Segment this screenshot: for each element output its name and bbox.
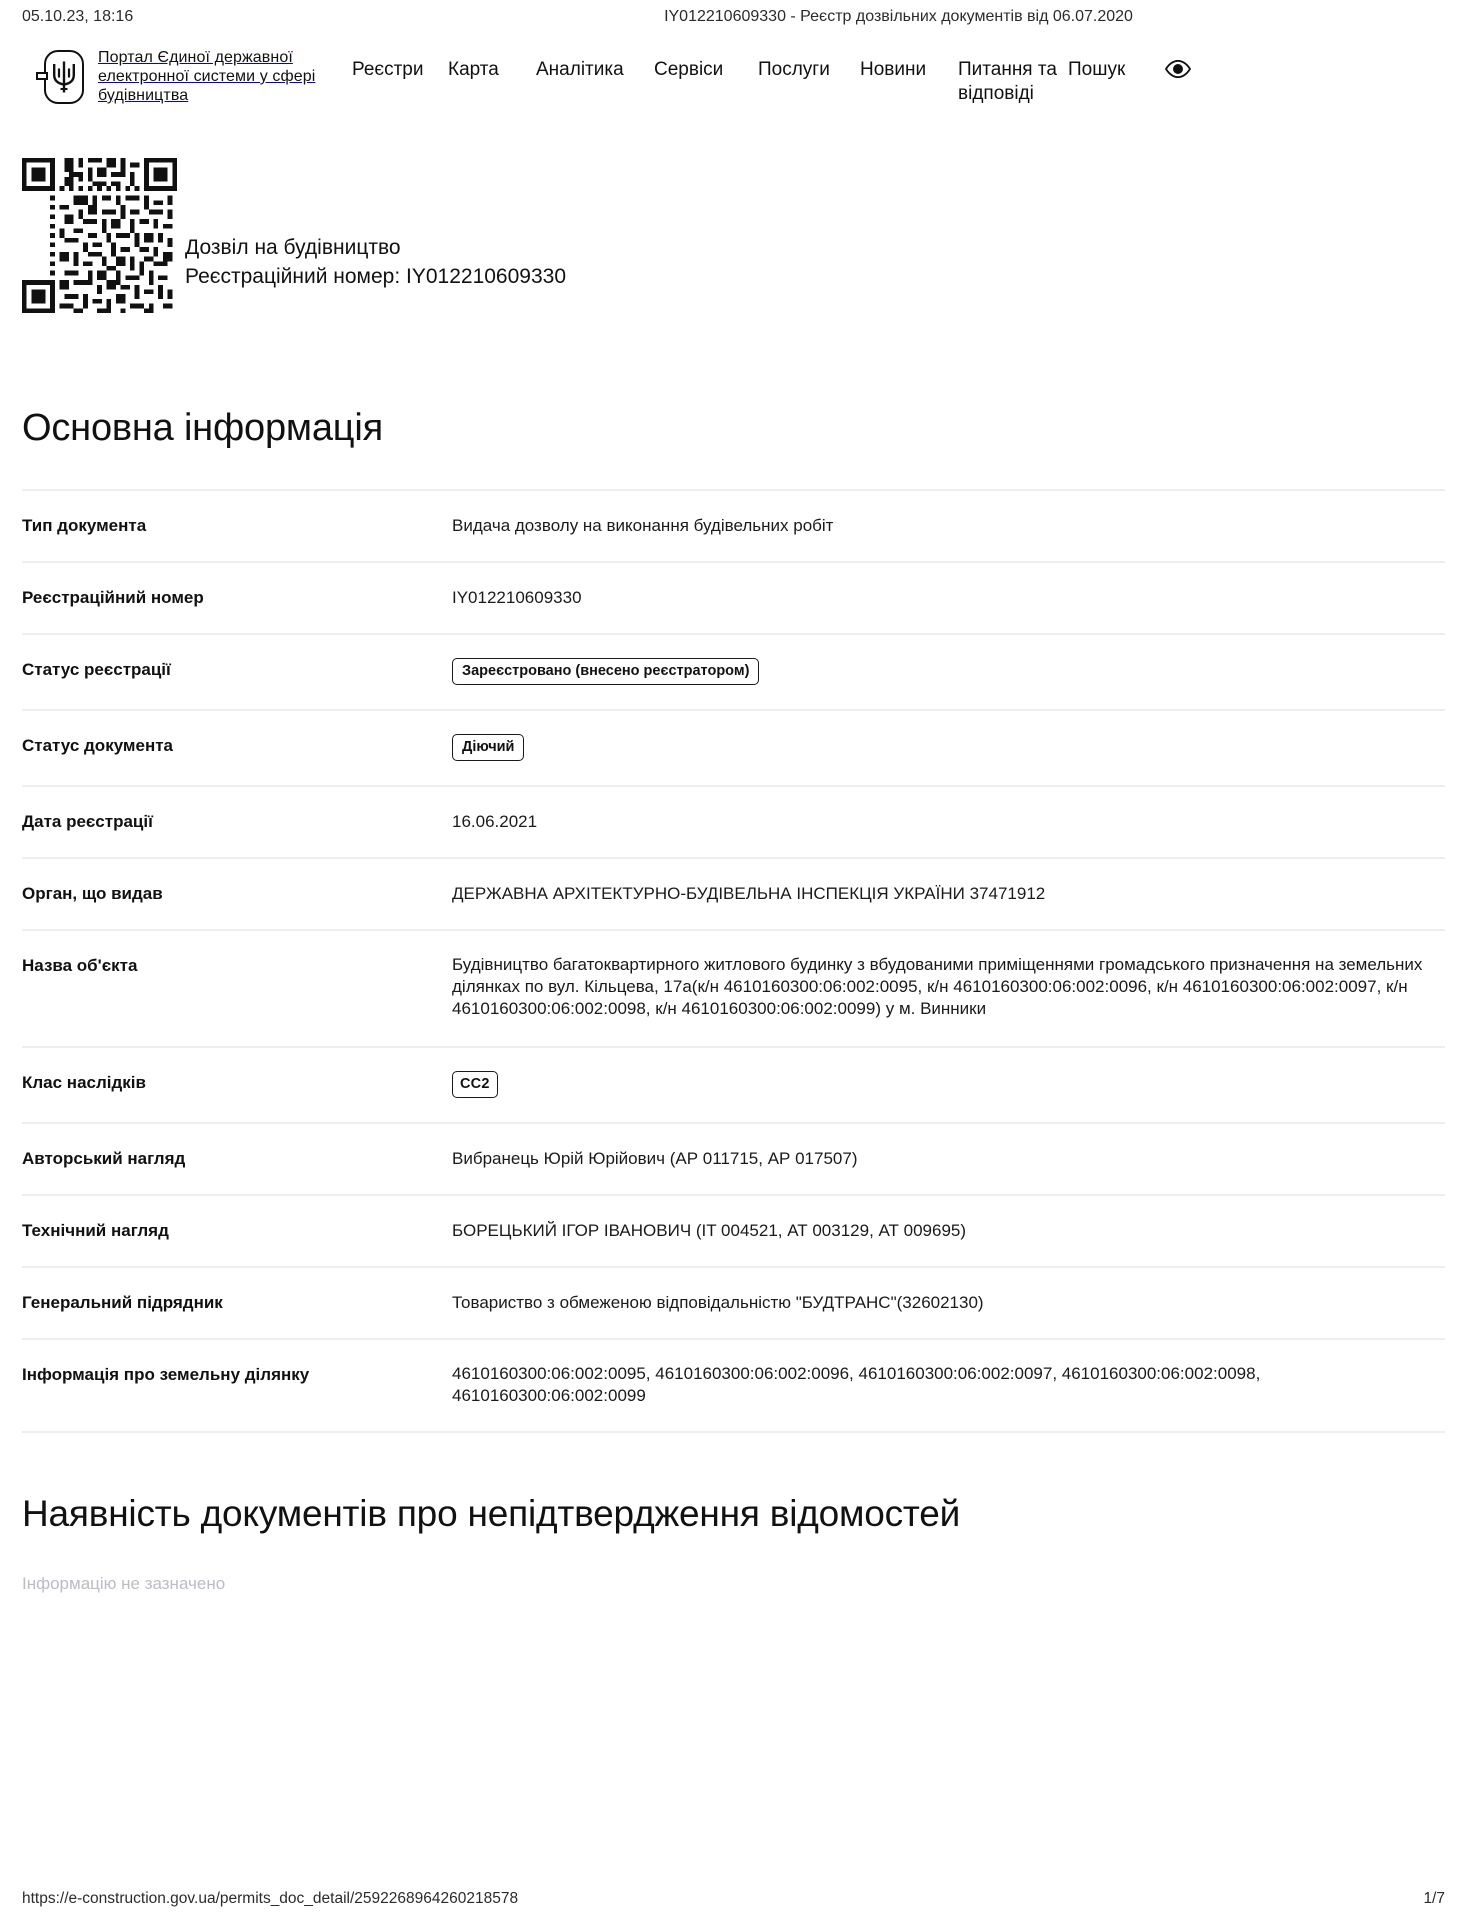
row-label-consequence-class: Клас наслідків (22, 1073, 146, 1092)
table-row (22, 931, 1445, 1048)
table-row (22, 1196, 1445, 1268)
nav-item-analytics[interactable]: Аналітика (536, 59, 624, 80)
table-row (22, 563, 1445, 635)
row-value-general-contractor: Товариство з обмеженою відповідальністю "БУДТРАНС"(32602130) (452, 1293, 984, 1312)
nav-item-news[interactable]: Новини (860, 59, 927, 80)
row-value-registration-date: 16.06.2021 (452, 812, 538, 831)
site-navigation (0, 34, 1467, 106)
row-value-registration-status (452, 658, 1445, 685)
print-footer-page-number: 1/7 (1423, 1890, 1445, 1907)
nav-item-search[interactable]: Пошук (1068, 59, 1126, 80)
nav-item-faq[interactable]: Питання та відповіді (958, 59, 1057, 104)
row-value-land-plot-info: 4610160300:06:002:0095, 4610160300:06:002:0096, 4610160300:06:002:0097, 4610160300:06:002:0098, 4610160300:06:002:0099 (452, 1364, 1261, 1405)
table-row (22, 1048, 1445, 1124)
table-row (22, 491, 1445, 563)
table-row (22, 635, 1445, 711)
table-row (22, 787, 1445, 859)
document-header (0, 106, 1467, 313)
second-section-empty-note: Інформацію не зазначено (22, 1574, 226, 1593)
brand-logo-link[interactable] (22, 48, 352, 106)
consequence-class-badge: CC2 (452, 1071, 498, 1098)
row-label-registration-status: Статус реєстрації (22, 660, 171, 679)
qr-code-icon (22, 158, 177, 313)
print-footer-url: https://e-construction.gov.ua/permits_doc_detail/2592268964260218578 (22, 1890, 519, 1907)
table-row (22, 1124, 1445, 1196)
main-section-title: Основна інформація (22, 407, 383, 449)
row-value-document-status (452, 734, 1445, 761)
status-badge: Діючий (452, 734, 524, 761)
table-row (22, 1268, 1445, 1340)
row-value-issuing-authority: ДЕРЖАВНА АРХІТЕКТУРНО-БУДІВЕЛЬНА ІНСПЕКЦІЯ УКРАЇНИ 37471912 (452, 884, 1046, 903)
row-label-author-supervision: Авторський нагляд (22, 1149, 186, 1168)
row-label-technical-supervision: Технічний нагляд (22, 1221, 169, 1240)
brand-title: Портал Єдиної державної електронної системи у сфері будівництва (98, 49, 316, 104)
row-value-document-type: Видача дозволу на виконання будівельних робіт (452, 516, 834, 535)
row-label-issuing-authority: Орган, що видав (22, 884, 163, 903)
nav-links (352, 48, 1445, 106)
print-header-title: IY012210609330 - Реєстр дозвільних документів від 06.07.2020 (664, 8, 1133, 25)
table-row (22, 1340, 1445, 1433)
row-value-technical-supervision: БОРЕЦЬКИЙ ІГОР ІВАНОВИЧ (IT 004521, АТ 003129, АТ 009695) (452, 1221, 967, 1240)
row-label-land-plot-info: Інформація про земельну ділянку (22, 1365, 310, 1384)
row-value-author-supervision: Вибранець Юрій Юрійович (АР 011715, АР 017507) (452, 1149, 858, 1168)
row-label-object-name: Назва об'єкта (22, 956, 138, 975)
row-label-document-status: Статус документа (22, 736, 174, 755)
eye-icon[interactable] (1158, 58, 1198, 78)
table-row (22, 859, 1445, 931)
document-title-block (177, 233, 566, 313)
row-label-registration-date: Дата реєстрації (22, 812, 153, 831)
ukraine-trident-emblem-icon (36, 50, 84, 106)
main-info-table (22, 489, 1445, 1433)
row-label-general-contractor: Генеральний підрядник (22, 1293, 223, 1312)
row-value-consequence-class (452, 1071, 1445, 1098)
nav-item-offerings[interactable]: Послуги (758, 59, 830, 80)
print-header (0, 0, 1467, 34)
row-label-registration-number: Реєстраційний номер (22, 588, 204, 607)
row-label-document-type: Тип документа (22, 516, 147, 535)
print-header-datetime: 05.10.23, 18:16 (22, 8, 134, 25)
row-value-registration-number: IY012210609330 (452, 588, 582, 607)
row-value-object-name: Будівництво багатоквартирного житлового будинку з вбудованими приміщеннями громадського призначення на земельних ділянках по вул. Кільцева, 17а(к/н 4610160300:06:002:0095, к/н 4610160300:06:002:0096, к/н 4610160300:06:002:0097, к/н 4610160300:06:002:0098, к/н 4610160300:06:002:0099) у м. Винники (452, 955, 1423, 1018)
print-footer (0, 1890, 1467, 1908)
second-section-title: Наявність документів про непідтвердження відомостей (22, 1493, 961, 1534)
nav-item-registries[interactable]: Реєстри (352, 59, 424, 80)
table-row (22, 711, 1445, 787)
nav-item-services[interactable]: Сервіси (654, 59, 724, 80)
document-title: Дозвіл на будівництво (185, 236, 401, 259)
nav-item-map[interactable]: Карта (448, 59, 499, 80)
status-badge: Зареєстровано (внесено реєстратором) (452, 658, 759, 685)
document-registration-number: Реєстраційний номер: IY012210609330 (185, 265, 567, 288)
